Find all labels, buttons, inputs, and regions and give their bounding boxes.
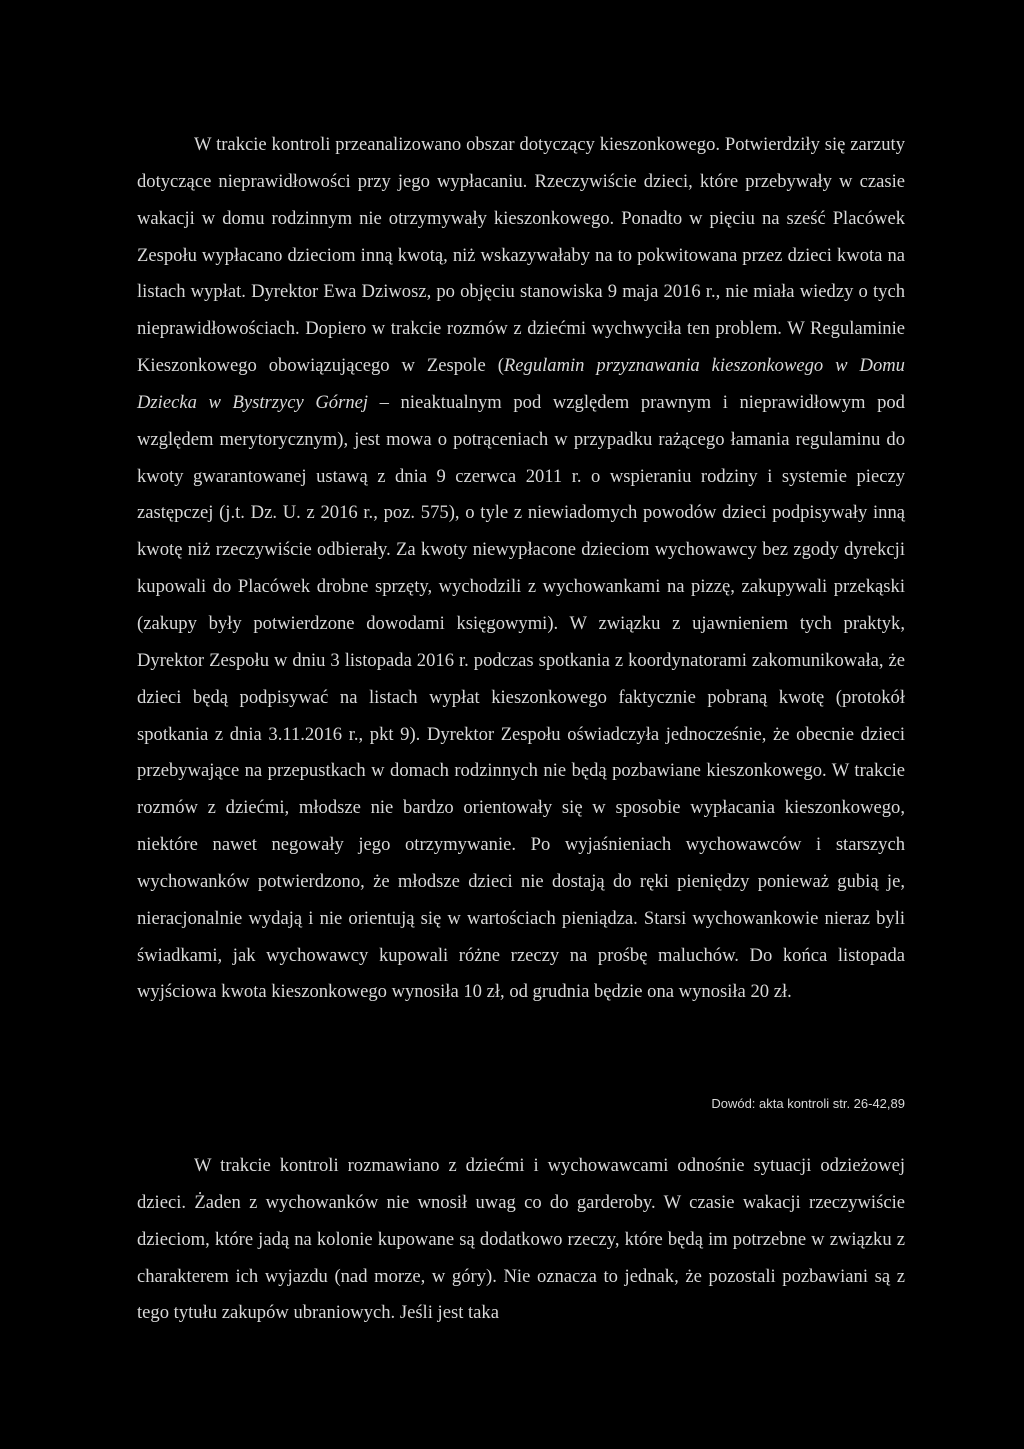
evidence-note: Dowód: akta kontroli str. 26-42,89 xyxy=(711,1096,905,1111)
paragraph-pocket-money xyxy=(137,127,905,1011)
paragraph-clothing: W trakcie kontroli rozmawiano z dziećmi i wychowawcami odnośnie sytuacji odzieżowej dzieci. Żaden z wychowanków nie wnosił uwag co do garderoby. W czasie wakacji rzeczywiście dzieciom, które jadą na kolonie kupowane są dodatkowo rzeczy, które będą im potrzebne w związku z charakterem ich wyjazdu (nad morze, w góry). Nie oznacza to jednak, że pozostali pozbawiani są z tego tytułu zakupów ubraniowych. Jeśli jest taka xyxy=(137,1155,905,1324)
regulation-title: Regulamin przyznawania kieszonkowego w Domu Dziecka w Bystrzycy Górnej – xyxy=(137,355,905,413)
paragraph-pocket-money-part-2: nieaktualnym pod względem prawnym i nieprawidłowym pod względem merytorycznym), jest mowa o potrąceniach w przypadku rażącego łamania regulaminu do kwoty gwarantowanej ustawą z dnia 9 czerwca 2011 r. o wspieraniu rodziny i systemie pieczy zastępczej (j.t. Dz. U. z 2016 r., poz. 575), o tyle z niewiadomych powodów dzieci podpisywały inną kwotę niż rzeczywiście odbierały. Za kwoty niewypłacone dzieciom wychowawcy bez zgody dyrekcji kupowali do Placówek drobne sprzęty, wychodzili z wychowankami na pizzę, zakupywali przekąski (zakupy były potwierdzone dowodami księgowymi). W związku z ujawnieniem tych praktyk, Dyrektor Zespołu w dniu 3 listopada 2016 r. podczas spotkania z koordynatorami zakomunikowała, że dzieci będą podpisywać na listach wypłat kieszonkowego faktycznie pobraną kwotę (protokół spotkania z dnia 3.11.2016 r., pkt 9). Dyrektor Zespołu oświadczyła jednocześnie, że obecnie dzieci przebywające na przepustkach w domach rodzinnych nie będą pozbawiane kieszonkowego. W trakcie rozmów z dziećmi, młodsze nie bardzo orientowały się w sposobie wypłacania kieszonkowego, niektóre nawet negowały jego otrzymywanie. Po wyjaśnieniach wychowawców i starszych wychowanków potwierdzono, że młodsze dzieci nie dostają do ręki pieniędzy ponieważ gubią je, nieracjonalnie wydają i nie orientują się w wartościach pieniądza. Starsi wychowankowie nieraz byli świadkami, jak wychowawcy kupowali różne rzeczy na prośbę maluchów. Do końca listopada wyjściowa kwota kieszonkowego wynosiła 10 zł, od grudnia będzie ona wynosiła 20 zł. xyxy=(137,391,905,1003)
paragraph-pocket-money-part-1: W trakcie kontroli przeanalizowano obszar dotyczący kieszonkowego. Potwierdziły się zarzuty dotyczące nieprawidłowości przy jego wypłacaniu. Rzeczywiście dzieci, które przebywały w czasie wakacji w domu rodzinnym nie otrzymywały kieszonkowego. Ponadto w pięciu na sześć Placówek Zespołu wypłacano dzieciom inną kwotą, niż wskazywałaby na to pokwitowana przez dzieci kwota na listach wypłat. Dyrektor Ewa Dziwosz, po objęciu stanowiska 9 maja 2016 r., nie miała wiedzy o tych nieprawidłowościach. Dopiero w trakcie rozmów z dziećmi wychwyciła ten problem. W Regulaminie Kieszonkowego obowiązującego w Zespole ( xyxy=(137,134,905,377)
